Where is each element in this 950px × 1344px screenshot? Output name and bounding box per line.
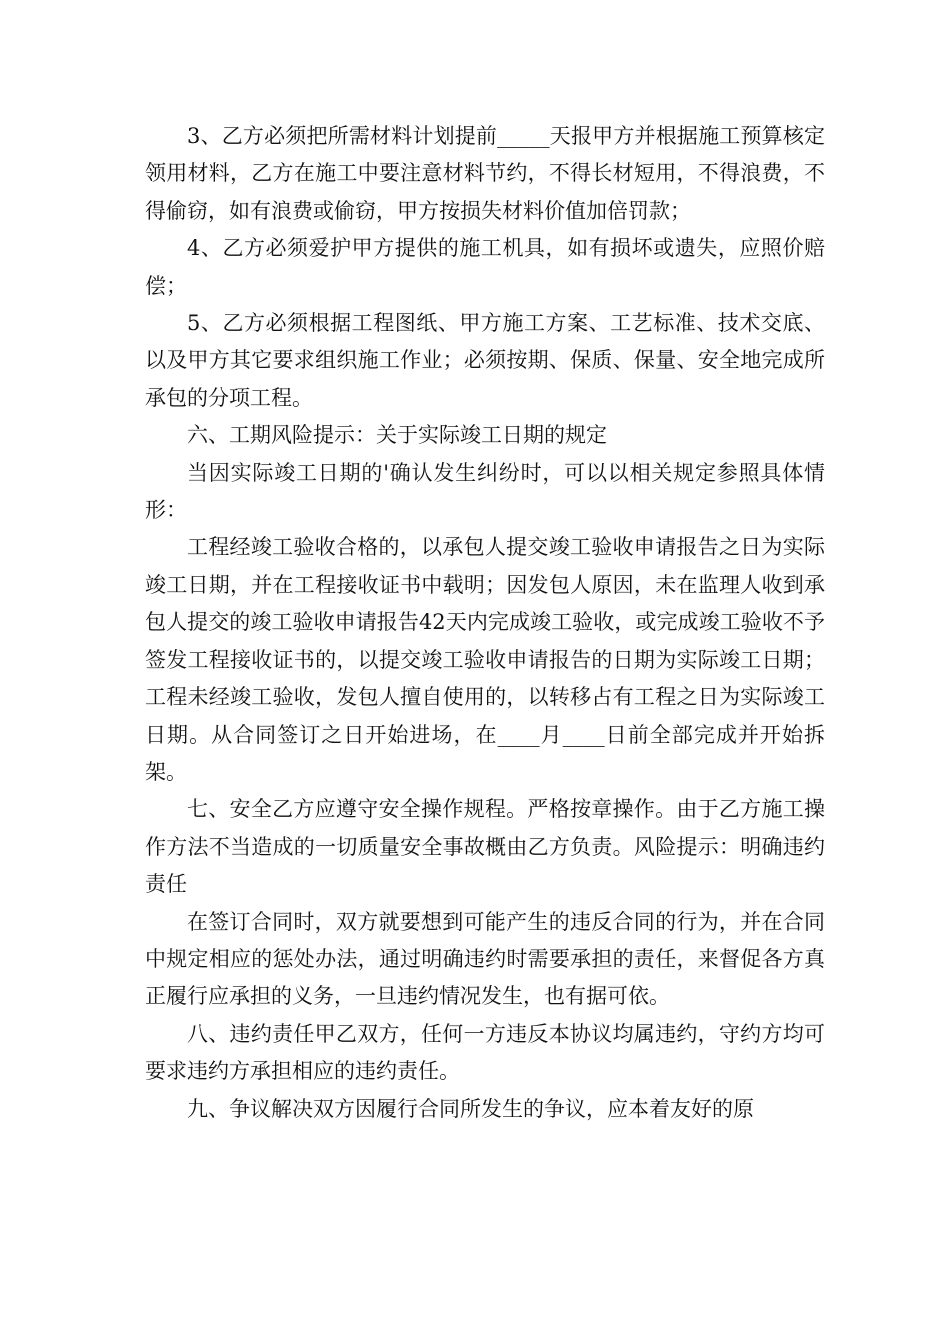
paragraph-completion-dispute: 当因实际竣工日期的'确认发生纠纷时，可以以相关规定参照具体情形： <box>145 460 825 523</box>
section-breach-liability: 八、违约责任甲乙双方，任何一方违反本协议均属违约，守约方均可要求违约方承担相应的违约责任。 <box>145 1021 825 1084</box>
paragraph-construction-requirements: 5、乙方必须根据工程图纸、甲方施工方案、工艺标准、技术交底、以及甲方其它要求组织施工作业；必须按期、保质、保量、安全地完成所承包的分项工程。 <box>145 311 825 410</box>
section-dispute-resolution: 九、争议解决双方因履行合同所发生的争议，应本着友好的原 <box>187 1096 754 1121</box>
paragraph-completion-date-rules: 工程经竣工验收合格的，以承包人提交竣工验收申请报告之日为实际竣工日期，并在工程接收证书中载明；因发包人原因，未在监理人收到承包人提交的竣工验收申请报告42天内完成竣工验收，或完成竣工验收不予签发工程接收证书的，以提交竣工验收申请报告的日期为实际竣工日期；工程未经竣工验收，发包人擅自使用的，以转移占有工程之日为实际竣工日期。从合同签订之日开始进场，在____月____日前全部完成并开始拆架。 <box>145 535 825 784</box>
paragraph-material-plan: 3、乙方必须把所需材料计划提前_____天报甲方并根据施工预算核定领用材料，乙方在施工中要注意材料节约，不得长材短用，不得浪费，不得偷窃，如有浪费或偷窃，甲方按损失材料价值加倍罚款； <box>145 124 825 223</box>
paragraph-equipment-care: 4、乙方必须爱护甲方提供的施工机具，如有损坏或遗失，应照价赔偿； <box>145 236 825 298</box>
document-page <box>145 118 825 1128</box>
paragraph-breach-liability-advice: 在签订合同时，双方就要想到可能产生的违反合同的行为，并在合同中规定相应的惩处办法，通过明确违约时需要承担的责任，来督促各方真正履行应承担的义务，一旦违约情况发生，也有据可依。 <box>145 909 825 1009</box>
section-safety: 七、安全乙方应遵守安全操作规程。严格按章操作。由于乙方施工操作方法不当造成的一切质量安全事故概由乙方负责。风险提示：明确违约责任 <box>145 797 825 897</box>
section-heading-schedule-risk: 六、工期风险提示：关于实际竣工日期的规定 <box>187 423 607 448</box>
